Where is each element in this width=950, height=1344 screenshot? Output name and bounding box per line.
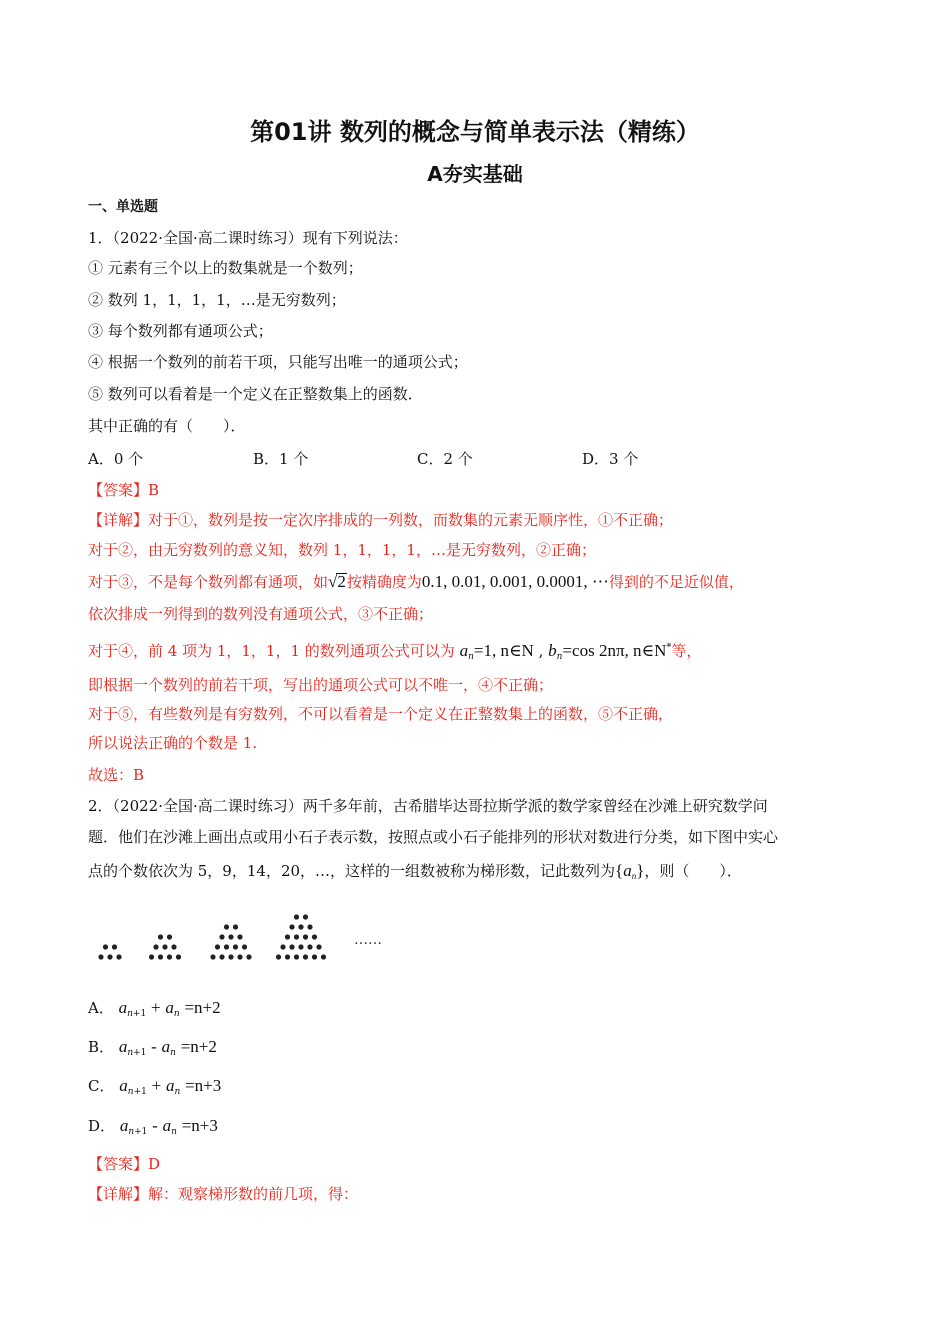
q1-detail-3-text-a: 对于③，不是每个数列都有通项，如 xyxy=(88,573,329,591)
q2-option-b: B． $a_{n+1} - a_n =n+2$ xyxy=(88,1037,217,1058)
q1-item-3: ③ 每个数列都有通项公式； xyxy=(88,322,273,340)
q1-option-d: D．3 个 xyxy=(582,450,639,468)
q1-detail-8: 所以说法正确的个数是 1. xyxy=(88,734,258,752)
q1-detail-1: 【详解】对于①，数列是按一定次序排成的一列数，而数集的元素无顺序性，①不正确； xyxy=(88,511,674,529)
q1-conclusion: 故选：B xyxy=(88,766,145,784)
q2-line-2: 题．他们在沙滩上画出点或用小石子表示数，按照点或小石子能排列的形状对数进行分类，如下图中实心 xyxy=(88,828,779,846)
q1-ask: 其中正确的有（ ）． xyxy=(88,417,246,435)
q2-line-3 xyxy=(88,861,742,886)
q1-detail-5-text-b: 等， xyxy=(671,642,702,660)
dot-figure-3 xyxy=(210,924,251,959)
sqrt-radicand: 2 xyxy=(337,572,346,591)
q1-detail-7: 对于⑤，有些数列是有穷数列，不可以看着是一个定义在正整数集上的函数，⑤不正确， xyxy=(88,705,674,723)
section-heading: 一、单选题 xyxy=(88,199,158,215)
trapezoid-dots-figure xyxy=(90,910,410,970)
formula-an: $a_n=1$, n∈N xyxy=(459,641,534,662)
q2-option-c: C． $a_{n+1} + a_n =n+3$ xyxy=(88,1076,222,1097)
q1-option-a: A．0 个 xyxy=(88,450,144,468)
q2-detail: 【详解】解：观察梯形数的前几项，得： xyxy=(88,1185,359,1203)
q1-answer: 【答案】B xyxy=(88,481,160,499)
decimal-sequence: 0.1, 0.01, 0.001, 0.0001, ⋯ xyxy=(421,572,609,591)
q1-detail-4: 依次排成一列得到的数列没有通项公式，③不正确； xyxy=(88,605,434,623)
q1-option-b: B．1 个 xyxy=(253,450,309,468)
dot-figure-4 xyxy=(276,914,326,959)
page-title: 第01讲 数列的概念与简单表示法（精练） xyxy=(250,118,700,146)
q1-detail-5: 对于④，前 4 项为 1，1，1，1 的数列通项公式可以为 $a_n=1$, n∈N , $b_n=\cos$ 2nπ, n∈N*等， xyxy=(88,641,702,662)
q1-item-1: ① 元素有三个以上的数集就是一个数列； xyxy=(88,259,363,277)
q1-item-5: ⑤ 数列可以看着是一个定义在正整数集上的函数． xyxy=(88,385,423,403)
q1-detail-6: 即根据一个数列的前若干项，写出的通项公式可以不唯一，④不正确； xyxy=(88,676,554,694)
q1-item-4: ④ 根据一个数列的前若干项，只能写出唯一的通项公式； xyxy=(88,353,468,371)
q1-detail-5-text-a: 对于④，前 4 项为 1，1，1，1 的数列通项公式可以为 xyxy=(88,642,455,660)
q2-option-a: A． $a_{n+1} + a_n =n+2$ xyxy=(88,998,221,1019)
dots-ellipsis: …… xyxy=(354,932,382,948)
q2-option-d: D． $a_{n+1} - a_n =n+3$ xyxy=(88,1116,218,1137)
sqrt-expression: √2 xyxy=(328,572,346,591)
q2-line-3-text-a: 点的个数依次为 5，9，14，20，…，这样的一组数被称为梯形数，记此数列为 xyxy=(88,862,616,880)
dot-figure-2 xyxy=(149,934,181,959)
q1-detail-2: 对于②，由无穷数列的意义知，数列 1，1，1，1，…是无穷数列，②正确； xyxy=(88,541,596,559)
page-subtitle: A夯实基础 xyxy=(427,162,523,186)
sequence-notation: $\{a_n\}$ xyxy=(615,861,645,881)
q1-stem: 1．（2022·全国·高二课时练习）现有下列说法： xyxy=(88,229,408,247)
q2-answer: 【答案】D xyxy=(88,1155,161,1173)
q1-option-c: C．2 个 xyxy=(417,450,473,468)
q1-detail-3-text-c: 得到的不足近似值， xyxy=(608,573,744,591)
q2-line-1: 2．（2022·全国·高二课时练习）两千多年前，古希腊毕达哥拉斯学派的数学家曾经在沙滩上研究数学问 xyxy=(88,797,768,815)
dot-figure-1 xyxy=(98,944,121,959)
q1-item-2: ② 数列 1，1，1，1，…是无穷数列； xyxy=(88,291,346,309)
q1-detail-3 xyxy=(88,572,744,592)
q2-line-3-text-b: ，则（ ）． xyxy=(644,862,742,880)
q1-detail-3-text-b: 按精确度为 xyxy=(346,573,422,591)
formula-bn: $b_n=\cos$ 2nπ, n∈N* xyxy=(548,641,672,662)
